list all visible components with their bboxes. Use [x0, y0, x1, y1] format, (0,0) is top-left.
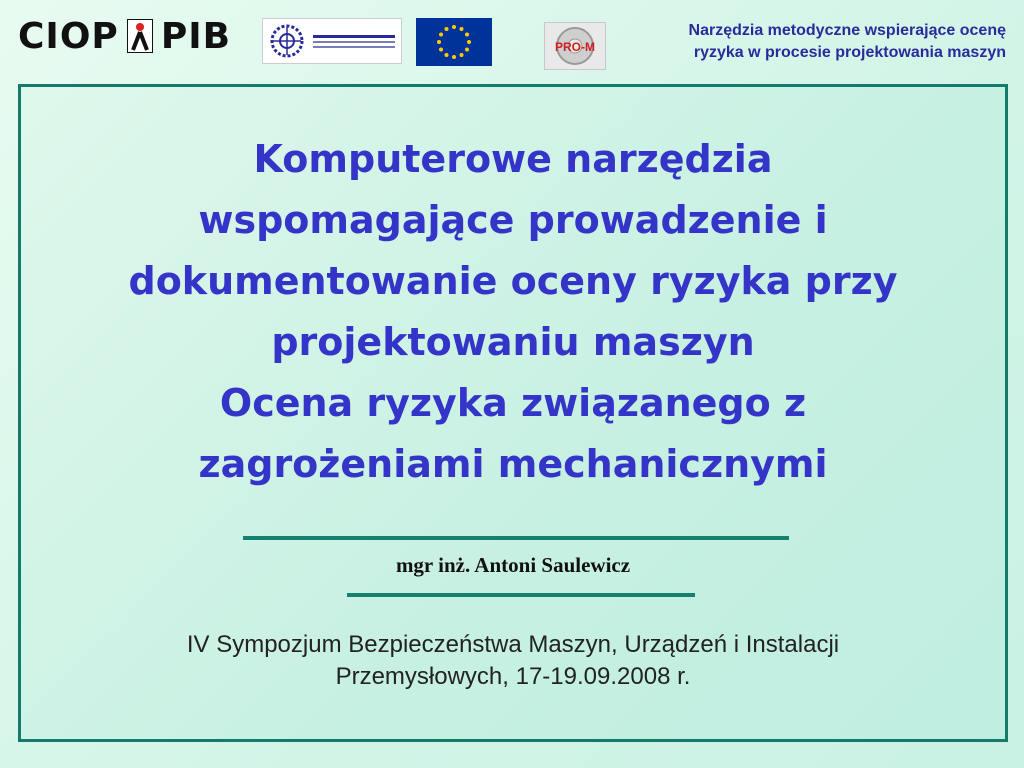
- title-line-5: Ocena ryzyka związanego z: [219, 381, 807, 425]
- pib-logo-text: PIB: [160, 15, 232, 57]
- eu-star: [452, 25, 456, 29]
- partner-logo-lines: [313, 32, 395, 51]
- ciop-pib-logo: [18, 16, 231, 56]
- eu-star: [460, 27, 464, 31]
- slide-title: [21, 129, 1005, 495]
- divider-top: [243, 536, 789, 540]
- event-info: [21, 629, 1005, 693]
- partner-logo: [262, 18, 402, 64]
- eu-star: [465, 48, 469, 52]
- title-line-6: zagrożeniami mechanicznymi: [198, 442, 828, 486]
- divider-bottom: [347, 593, 695, 597]
- event-line-1: IV Sympozjum Bezpieczeństwa Maszyn, Urządzeń i Instalacji: [186, 631, 840, 658]
- eu-star: [439, 48, 443, 52]
- event-line-2: Przemysłowych, 17-19.09.2008 r.: [335, 663, 691, 690]
- ciop-logo-text: CIOP: [18, 15, 119, 57]
- title-line-4: projektowaniu maszyn: [271, 320, 755, 364]
- eu-star: [465, 33, 469, 37]
- eu-star: [452, 55, 456, 59]
- title-line-3: dokumentowanie oceny ryzyka przy: [128, 259, 898, 303]
- prom-logo-text: PRO-M: [555, 40, 595, 54]
- slide-content-frame: [18, 84, 1008, 742]
- eu-star: [467, 40, 471, 44]
- gear-icon: [267, 21, 307, 61]
- header-title-line1: Narzędzia metodyczne wspierające ocenę: [688, 22, 1006, 39]
- eu-star: [460, 53, 464, 57]
- eu-star: [445, 53, 449, 57]
- slide-header: [0, 0, 1024, 80]
- author-name: mgr inż. Antoni Saulewicz: [395, 553, 631, 577]
- eu-flag-logo: [416, 18, 492, 66]
- title-line-2: wspomagające prowadzenie i: [198, 198, 828, 242]
- eu-star: [439, 33, 443, 37]
- eu-star: [437, 40, 441, 44]
- person-icon: [127, 19, 153, 53]
- header-title-line2: ryzyka w procesie projektowania maszyn: [693, 44, 1006, 61]
- title-line-1: Komputerowe narzędzia: [253, 137, 773, 181]
- eu-stars-icon: [416, 18, 492, 66]
- header-title: [586, 20, 1006, 64]
- eu-star: [445, 27, 449, 31]
